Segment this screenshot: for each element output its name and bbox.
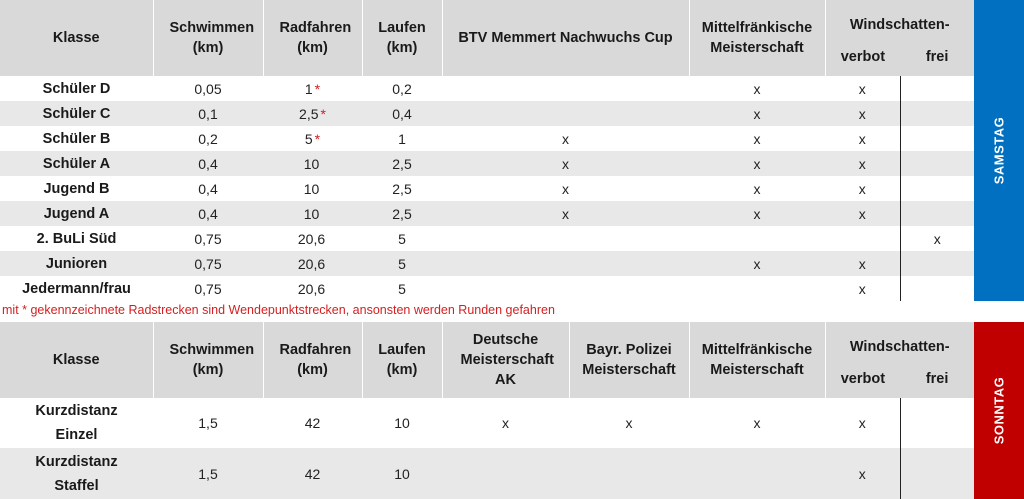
table-row xyxy=(0,398,974,448)
table-row xyxy=(0,176,974,201)
radfahren-value: 10 xyxy=(303,180,320,197)
sunday-body xyxy=(0,398,974,499)
cell-laufen: 2,5 xyxy=(362,151,442,176)
header-klasse: Klasse xyxy=(0,0,153,76)
cell-laufen: 0,2 xyxy=(362,76,442,101)
cell-laufen: 0,4 xyxy=(362,101,442,126)
table-row xyxy=(0,126,974,151)
cell-btv-cup: x xyxy=(442,151,689,176)
cell-laufen: 10 xyxy=(362,448,442,499)
cell-verbot: x xyxy=(825,251,900,276)
cell-mittelfraenkische: x xyxy=(689,101,825,126)
cell-mittelfraenkische: x xyxy=(689,176,825,201)
saturday-body xyxy=(0,76,974,301)
header-deutsche-meisterschaft: Deutsche Meisterschaft AK xyxy=(442,322,569,398)
header-laufen: Laufen (km) xyxy=(362,322,442,398)
cell-mittelfraenkische: x xyxy=(689,251,825,276)
header-schwimmen: Schwimmen (km) xyxy=(153,322,263,398)
header-laufen: Laufen (km) xyxy=(362,0,442,76)
cell-frei xyxy=(900,276,974,301)
cell-mittelfraenkische: x xyxy=(689,151,825,176)
cell-mittelfraenkische xyxy=(689,448,825,499)
cell-klasse: Jugend A xyxy=(0,201,153,226)
cell-deutsche-meisterschaft: x xyxy=(442,398,569,448)
table-row xyxy=(0,101,974,126)
header-frei: frei xyxy=(925,49,949,65)
cell-btv-cup xyxy=(442,276,689,301)
footnote: mit * gekennzeichnete Radstrecken sind Wendepunktstrecken, ansonsten werden Runden gefahren xyxy=(2,303,555,317)
cell-laufen: 5 xyxy=(362,276,442,301)
cell-schwimmen: 0,4 xyxy=(153,151,263,176)
cell-verbot: x xyxy=(825,398,900,448)
header-radfahren: Radfahren (km) xyxy=(263,322,362,398)
cell-laufen: 5 xyxy=(362,251,442,276)
cell-laufen: 10 xyxy=(362,398,442,448)
cell-klasse: Jedermann/frau xyxy=(0,276,153,301)
cell-mittelfraenkische: x xyxy=(689,126,825,151)
cell-laufen: 2,5 xyxy=(362,201,442,226)
cell-schwimmen: 0,4 xyxy=(153,201,263,226)
cell-mittelfraenkische: x xyxy=(689,398,825,448)
cell-schwimmen: 0,1 xyxy=(153,101,263,126)
header-mittelfraenkische: Mittelfränkische Meisterschaft xyxy=(689,0,825,76)
cell-btv-cup xyxy=(442,76,689,101)
cell-btv-cup: x xyxy=(442,126,689,151)
cell-btv-cup xyxy=(442,251,689,276)
cell-radfahren xyxy=(263,101,362,126)
cell-schwimmen: 0,75 xyxy=(153,276,263,301)
cell-frei xyxy=(900,201,974,226)
cell-btv-cup: x xyxy=(442,176,689,201)
cell-frei xyxy=(900,251,974,276)
cell-schwimmen: 0,4 xyxy=(153,176,263,201)
header-verbot: verbot xyxy=(840,49,886,65)
cell-mittelfraenkische: x xyxy=(689,201,825,226)
radfahren-value: 2,5 xyxy=(299,105,319,122)
cell-btv-cup xyxy=(442,101,689,126)
table-row xyxy=(0,201,974,226)
table-row xyxy=(0,251,974,276)
cell-btv-cup: x xyxy=(442,201,689,226)
header-polizei-meisterschaft: Bayr. Polizei Meisterschaft xyxy=(569,322,689,398)
wendepunkt-star: * xyxy=(320,105,326,122)
radfahren-value: 20,6 xyxy=(297,230,326,247)
header-klasse: Klasse xyxy=(0,322,153,398)
cell-verbot: x xyxy=(825,176,900,201)
header-radfahren: Radfahren (km) xyxy=(263,0,362,76)
cell-schwimmen: 1,5 xyxy=(153,448,263,499)
cell-klasse: Schüler B xyxy=(0,126,153,151)
cell-radfahren: 42 xyxy=(263,448,362,499)
table-row xyxy=(0,76,974,101)
windschatten-label: Windschatten- xyxy=(849,339,950,355)
cell-schwimmen: 0,75 xyxy=(153,251,263,276)
radfahren-value: 10 xyxy=(303,205,320,222)
cell-radfahren xyxy=(263,176,362,201)
cell-deutsche-meisterschaft xyxy=(442,448,569,499)
header-mittelfraenkische: Mittelfränkische Meisterschaft xyxy=(689,322,825,398)
cell-verbot xyxy=(825,226,900,251)
cell-polizei-meisterschaft: x xyxy=(569,398,689,448)
table-row xyxy=(0,448,974,499)
windschatten-label: Windschatten- xyxy=(849,17,950,33)
cell-schwimmen: 1,5 xyxy=(153,398,263,448)
cell-frei xyxy=(900,176,974,201)
header-verbot: verbot xyxy=(840,371,886,387)
radfahren-value: 10 xyxy=(303,155,320,172)
cell-verbot: x xyxy=(825,276,900,301)
cell-verbot: x xyxy=(825,448,900,499)
cell-klasse: Schüler A xyxy=(0,151,153,176)
cell-radfahren xyxy=(263,201,362,226)
cell-schwimmen: 0,75 xyxy=(153,226,263,251)
cell-frei xyxy=(900,126,974,151)
cell-klasse: 2. BuLi Süd xyxy=(0,226,153,251)
samstag-side-label xyxy=(974,0,1024,301)
cell-verbot: x xyxy=(825,76,900,101)
sunday-table xyxy=(0,322,974,499)
cell-frei xyxy=(900,101,974,126)
cell-frei xyxy=(900,398,974,448)
cell-verbot: x xyxy=(825,151,900,176)
cell-verbot: x xyxy=(825,201,900,226)
cell-klasse: Schüler D xyxy=(0,76,153,101)
cell-radfahren xyxy=(263,251,362,276)
header-windschatten xyxy=(825,0,974,76)
radfahren-value: 20,6 xyxy=(297,255,326,272)
radfahren-value: 1 xyxy=(304,80,313,97)
header-frei: frei xyxy=(925,371,949,387)
table-row xyxy=(0,226,974,251)
cell-radfahren xyxy=(263,276,362,301)
wendepunkt-star: * xyxy=(314,80,321,97)
samstag-label-text: SAMSTAG xyxy=(991,116,1007,185)
cell-mittelfraenkische xyxy=(689,226,825,251)
radfahren-value: 5 xyxy=(304,130,313,147)
wendepunkt-star: * xyxy=(314,130,321,147)
cell-mittelfraenkische xyxy=(689,276,825,301)
header-schwimmen: Schwimmen (km) xyxy=(153,0,263,76)
cell-radfahren xyxy=(263,151,362,176)
cell-mittelfraenkische: x xyxy=(689,76,825,101)
table-row xyxy=(0,151,974,176)
saturday-header-row xyxy=(0,0,974,76)
cell-polizei-meisterschaft xyxy=(569,448,689,499)
cell-klasse: Kurzdistanz Staffel xyxy=(0,448,153,499)
table-row xyxy=(0,276,974,301)
cell-radfahren: 42 xyxy=(263,398,362,448)
sonntag-side-label xyxy=(974,322,1024,499)
cell-klasse: Junioren xyxy=(0,251,153,276)
cell-frei xyxy=(900,151,974,176)
cell-laufen: 2,5 xyxy=(362,176,442,201)
cell-verbot: x xyxy=(825,126,900,151)
cell-frei xyxy=(900,76,974,101)
cell-btv-cup xyxy=(442,226,689,251)
cell-radfahren xyxy=(263,126,362,151)
cell-radfahren xyxy=(263,226,362,251)
cell-schwimmen: 0,05 xyxy=(153,76,263,101)
sonntag-label-text: SONNTAG xyxy=(991,376,1007,445)
header-windschatten xyxy=(825,322,974,398)
cell-verbot: x xyxy=(825,101,900,126)
sunday-header-row xyxy=(0,322,974,398)
cell-laufen: 1 xyxy=(362,126,442,151)
header-btv-cup: BTV Memmert Nachwuchs Cup xyxy=(442,0,689,76)
cell-radfahren xyxy=(263,76,362,101)
cell-klasse: Kurzdistanz Einzel xyxy=(0,398,153,448)
cell-frei xyxy=(900,448,974,499)
cell-laufen: 5 xyxy=(362,226,442,251)
cell-schwimmen: 0,2 xyxy=(153,126,263,151)
cell-klasse: Jugend B xyxy=(0,176,153,201)
radfahren-value: 20,6 xyxy=(297,280,326,297)
cell-klasse: Schüler C xyxy=(0,101,153,126)
cell-frei: x xyxy=(900,226,974,251)
